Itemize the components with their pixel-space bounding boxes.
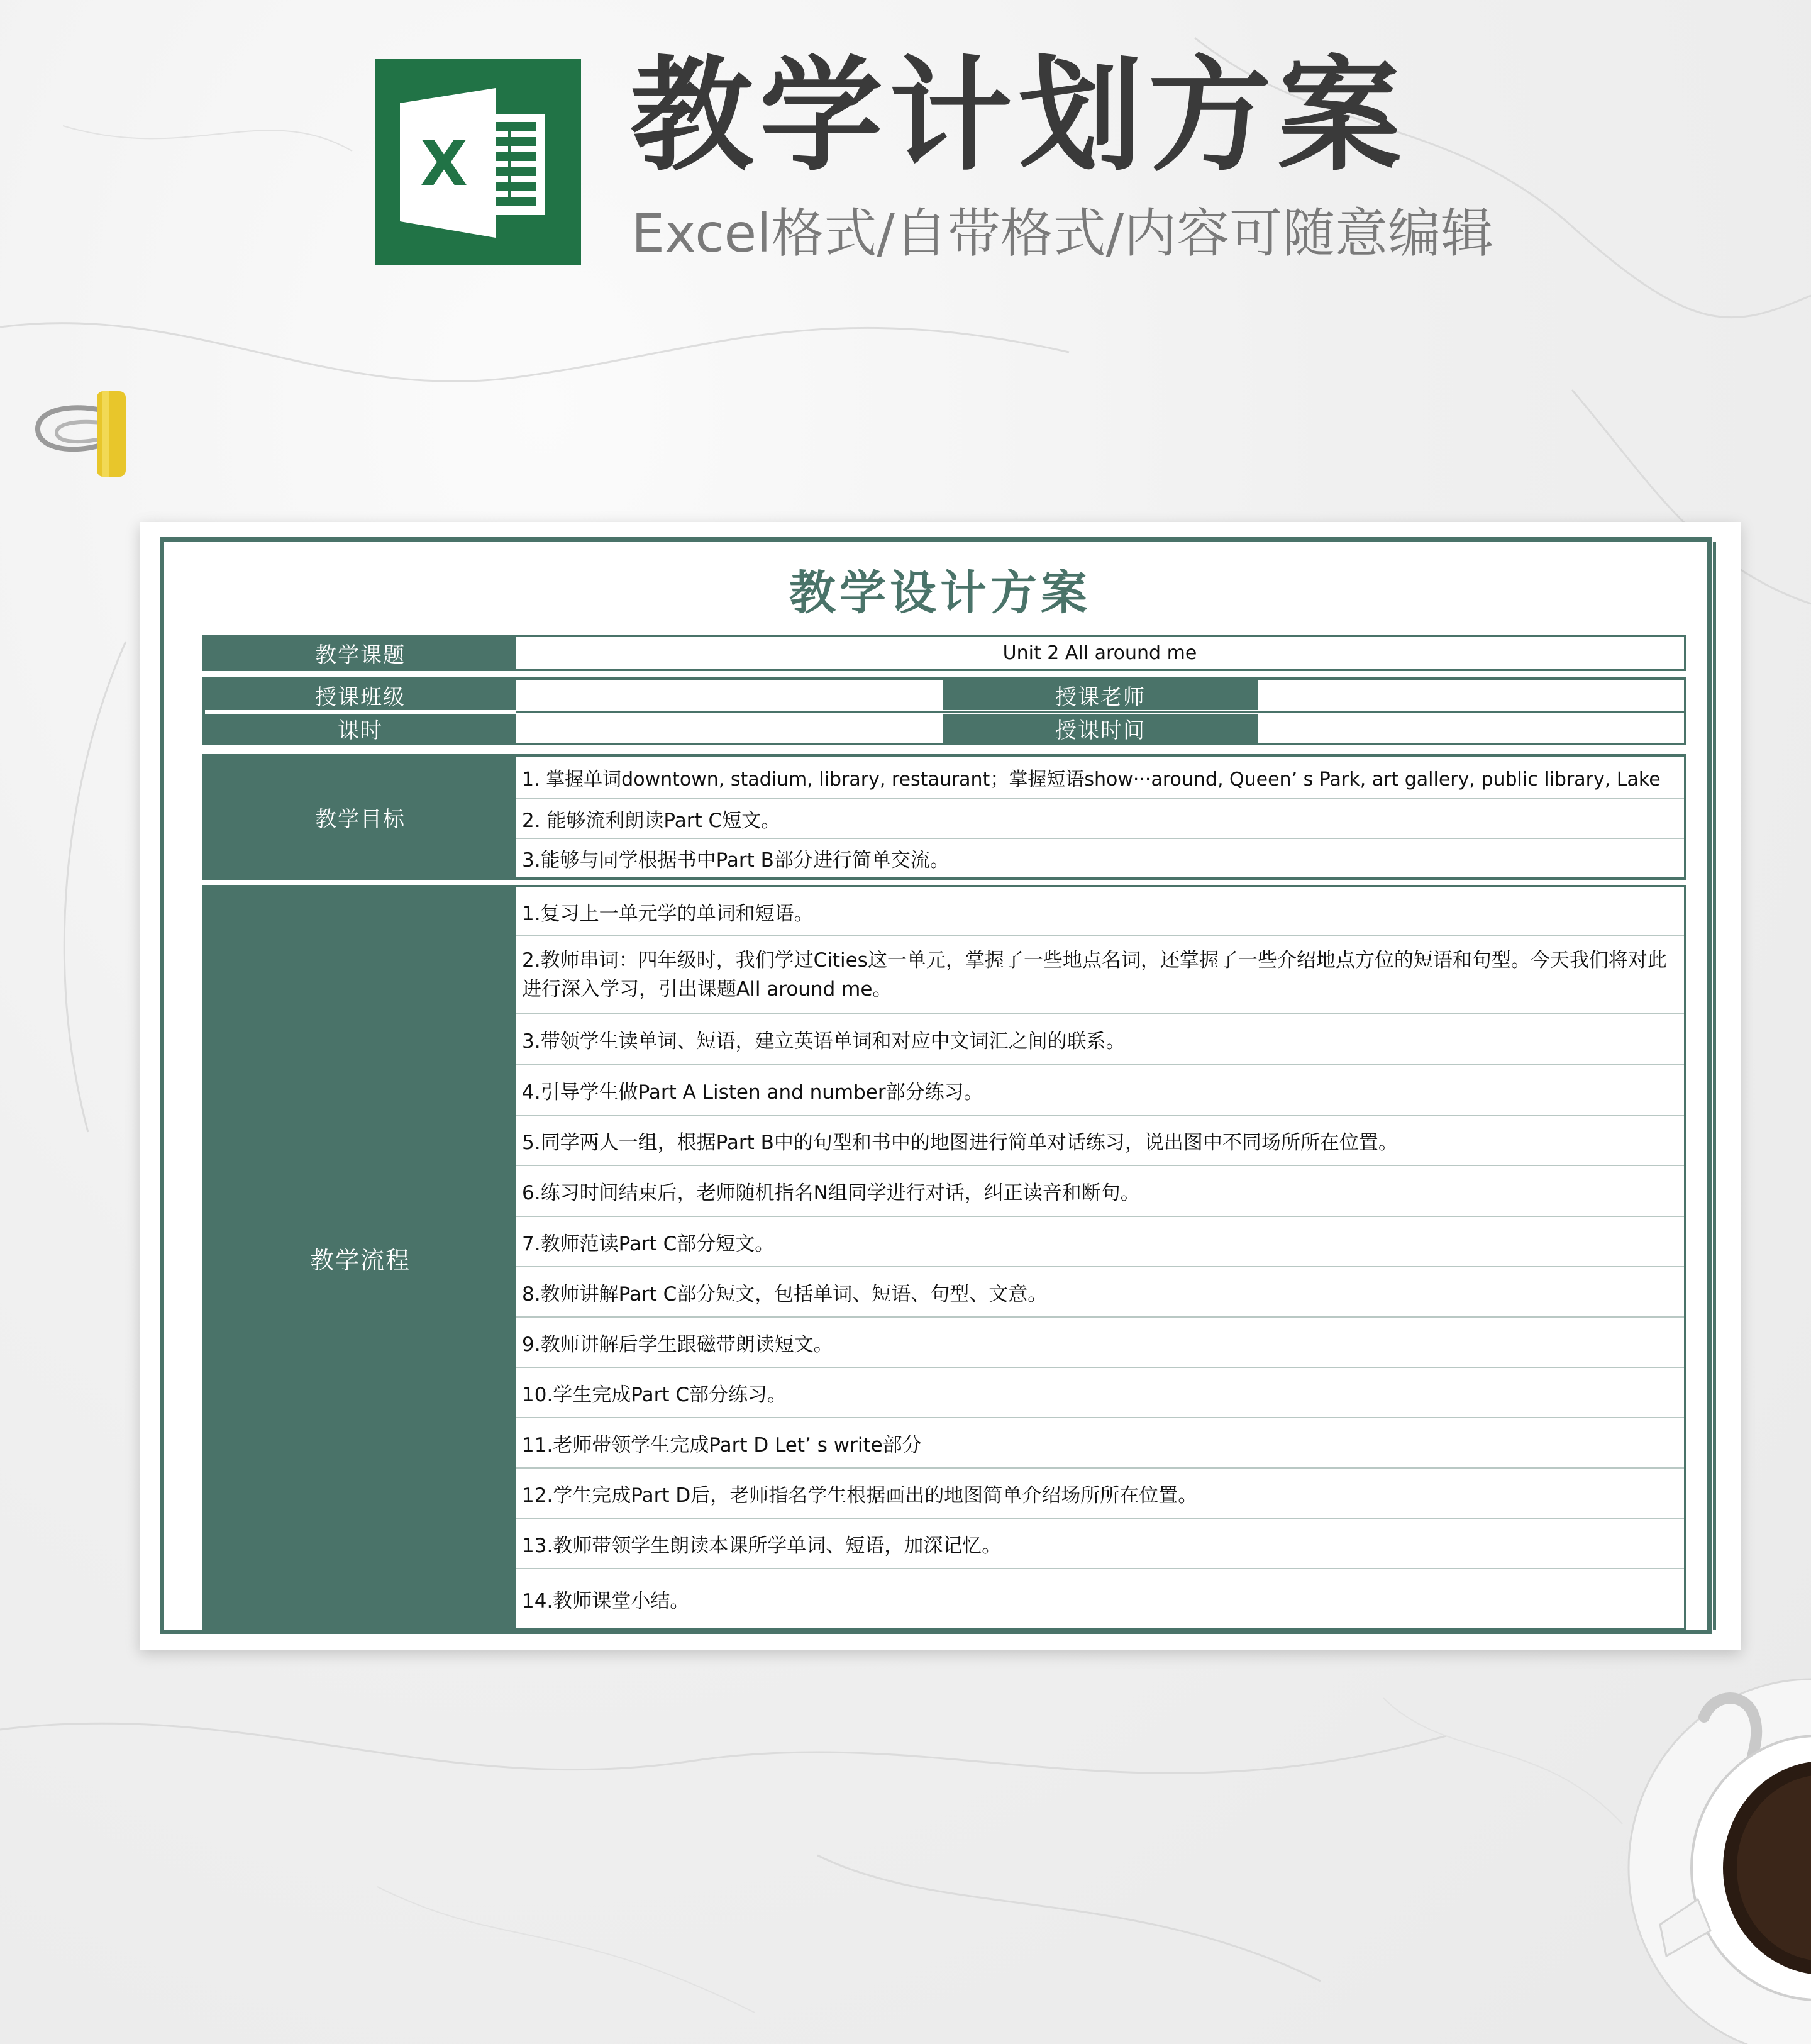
teacher-label: 授课老师 [943,680,1258,710]
process-step[interactable]: 7.教师范读Part C部分短文。 [516,1216,1684,1266]
excel-logo-letter: X [420,128,468,200]
process-step[interactable]: 12.学生完成Part D后，老师指名学生根据画出的地图简单介绍场所所在位置。 [516,1467,1684,1518]
process-step[interactable]: 9.教师讲解后学生跟磁带朗读短文。 [516,1316,1684,1367]
goal-item[interactable]: 1. 掌握单词downtown, stadium, library, restaurant；掌握短语show···around, Queen’ s Park, art gallery, public library, Lake [522,769,1661,791]
document-title: 教学设计方案 [789,566,1091,620]
class-info-block [202,677,1686,745]
process-step[interactable]: 10.学生完成Part C部分练习。 [516,1367,1684,1417]
process-step[interactable]: 5.同学两人一组，根据Part B中的句型和书中的地图进行简单对话练习，说出图中不同场所所在位置。 [516,1115,1684,1165]
topic-value[interactable]: Unit 2 All around me [1002,642,1197,664]
period-label: 课时 [205,714,516,743]
process-step[interactable]: 3.带领学生读单词、短语，建立英语单词和对应中文词汇之间的联系。 [516,1013,1684,1064]
binder-clip-icon [31,385,145,486]
topic-label: 教学课题 [205,637,516,669]
process-step[interactable]: 11.老师带领学生完成Part D Let’ s write部分 [516,1417,1684,1467]
page-subtitle: Excel格式/自带格式/内容可随意编辑 [631,203,1494,264]
document-sheet [140,522,1741,1650]
process-step[interactable]: 6.练习时间结束后，老师随机指名N组同学进行对话，纠正读音和断句。 [516,1165,1684,1216]
page-title: 教学计划方案 [630,45,1408,188]
goals-label: 教学目标 [205,757,516,877]
time-label: 授课时间 [943,714,1258,743]
process-label: 教学流程 [205,887,516,1628]
goal-item[interactable]: 2. 能够流利朗读Part C短文。 [516,798,1684,838]
process-step[interactable]: 13.教师带领学生朗读本课所学单词、短语，加深记忆。 [516,1518,1684,1568]
process-step[interactable]: 8.教师讲解Part C部分短文，包括单词、短语、句型、文意。 [516,1266,1684,1316]
document-frame [160,537,1712,1634]
topic-row [202,635,1686,671]
process-step[interactable]: 14.教师课堂小结。 [516,1568,1684,1628]
goals-block [202,754,1686,880]
class-label: 授课班级 [205,680,516,710]
coffee-cup-icon [1622,1660,1811,2044]
excel-logo-icon [375,59,581,265]
goal-item[interactable]: 3.能够与同学根据书中Part B部分进行简单交流。 [516,838,1684,877]
process-step[interactable]: 2.教师串词：四年级时，我们学过Cities这一单元，掌握了一些地点名词，还掌握了一些介绍地点方位的短语和句型。今天我们将对此进行深入学习，引出课题All around me。 [516,935,1684,1013]
teacher-value[interactable] [1258,680,1684,710]
process-step[interactable]: 1.复习上一单元学的单词和短语。 [522,902,814,925]
process-block [202,885,1686,1631]
process-step[interactable]: 4.引导学生做Part A Listen and number部分练习。 [516,1064,1684,1115]
class-value[interactable] [516,680,943,710]
time-value[interactable] [1258,714,1684,743]
period-value[interactable] [516,714,943,743]
